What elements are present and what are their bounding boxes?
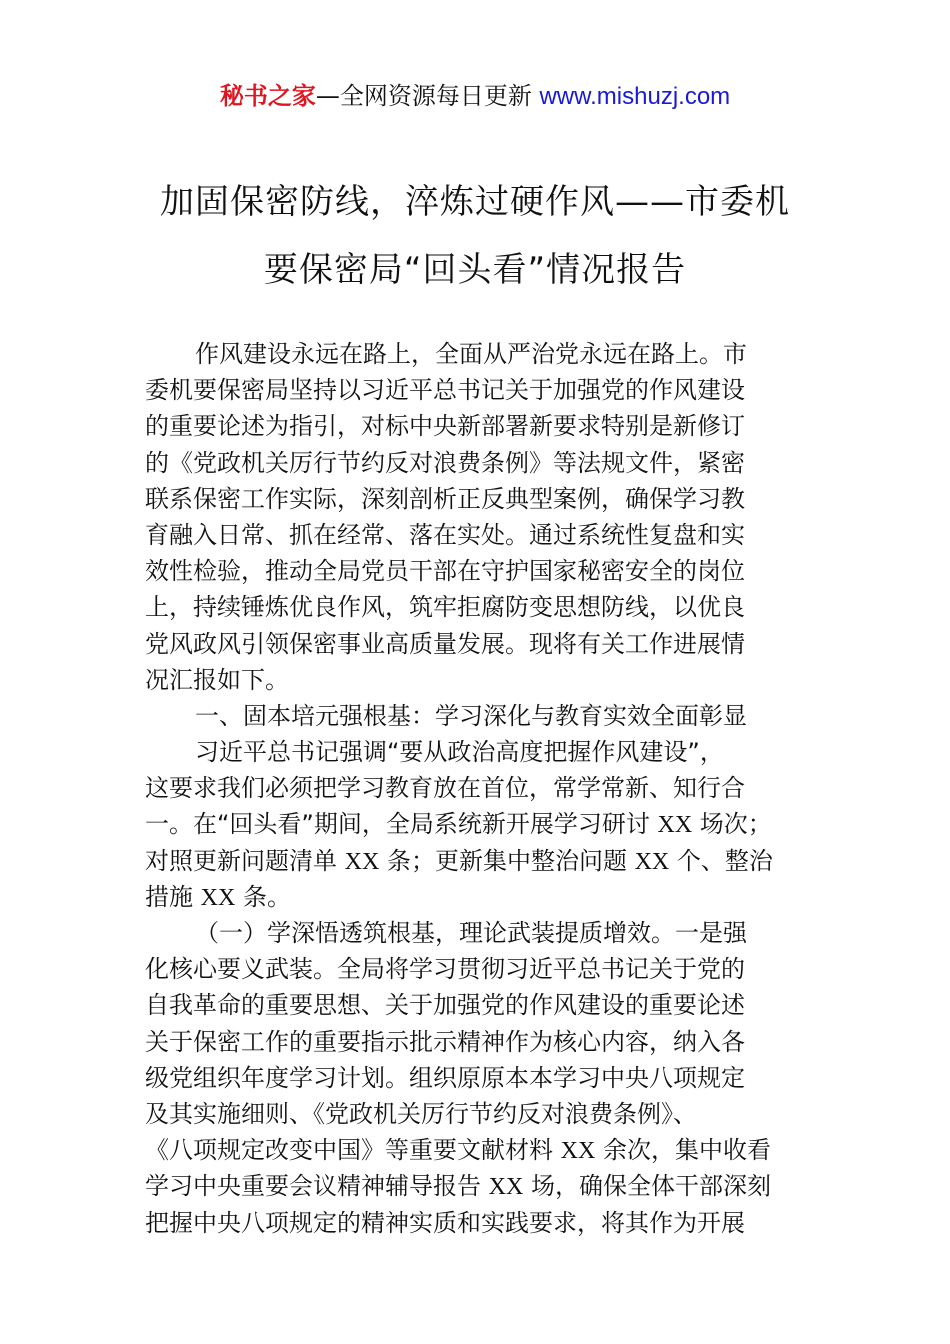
body-line: 的重要论述为指引，对标中央新部署新要求特别是新修订: [145, 412, 745, 441]
placeholder-count: XX: [560, 1138, 596, 1165]
text-segment: 条；更新集中整治问题: [379, 846, 635, 875]
placeholder-count: XX: [657, 812, 693, 839]
body-line: 关于保密工作的重要指示批示精神作为核心内容，纳入各: [145, 1027, 745, 1056]
text-segment: 措施: [145, 882, 201, 911]
text-segment: 场次；: [692, 810, 772, 839]
body-line: 况汇报如下。: [145, 665, 289, 694]
body-line: [145, 1168, 813, 1204]
placeholder-count: XX: [200, 884, 236, 911]
text-segment: 学习中央重要会议精神辅导报告: [145, 1172, 489, 1201]
body-line: 育融入日常、抓在经常、落在实处。通过系统性复盘和实: [145, 520, 745, 549]
body-line: 这要求我们必须把学习教育放在首位，常学常新、知行合: [145, 774, 745, 803]
banner-tagline: —全网资源每日更新: [315, 82, 540, 110]
body-line: [145, 1132, 813, 1168]
body-line: 党风政风引领保密事业高质量发展。现将有关工作进展情: [145, 629, 745, 658]
document-body: [145, 336, 813, 1241]
body-line: 级党组织年度学习计划。组织原原本本学习中央八项规定: [145, 1063, 745, 1092]
text-segment: 《八项规定改变中国》等重要文献材料: [145, 1136, 561, 1165]
body-line: 把握中央八项规定的精神实质和实践要求，将其作为开展: [145, 1208, 745, 1237]
placeholder-count: XX: [488, 1174, 524, 1201]
site-url-link[interactable]: www.mishuzj.com: [539, 83, 731, 110]
body-line: [145, 806, 813, 842]
placeholder-count: XX: [634, 848, 670, 875]
body-line: 化核心要义武装。全局将学习贯彻习近平总书记关于党的: [145, 955, 745, 984]
brand-name: 秘书之家: [219, 82, 316, 110]
section-heading: 一、固本培元强根基：学习深化与教育实效全面彰显: [195, 701, 747, 730]
body-line: 的《党政机关厉行节约反对浪费条例》等法规文件，紧密: [145, 448, 745, 477]
body-line: [145, 879, 813, 915]
text-segment: 对照更新问题清单: [145, 846, 345, 875]
body-line: 作风建设永远在路上，全面从严治党永远在路上。市: [195, 340, 747, 368]
text-segment: 条。: [235, 882, 291, 911]
body-line: [145, 843, 813, 879]
body-line: 自我革命的重要思想、关于加强党的作风建设的重要论述: [145, 991, 745, 1020]
text-segment: 余次，集中收看: [595, 1136, 771, 1165]
text-segment: 个、整治: [669, 846, 773, 875]
title-line-2: 要保密局“回头看”情况报告: [263, 250, 687, 290]
body-line: 及其实施细则、《党政机关厉行节约反对浪费条例》、: [145, 1099, 697, 1128]
body-line: 上，持续锤炼优良作风，筑牢拒腐防变思想防线，以优良: [145, 593, 745, 622]
text-segment: 场，确保全体干部深刻: [523, 1172, 771, 1201]
body-line: 效性检验，推动全局党员干部在守护国家秘密安全的岗位: [145, 557, 745, 586]
subsection-heading: （一）学深悟透筑根基，理论武装提质增效。一是强: [195, 919, 747, 947]
document-title: [100, 168, 850, 304]
body-line: 联系保密工作实际，深刻剖析正反典型案例，确保学习教: [145, 484, 745, 513]
title-line-1: 加固保密防线，淬炼过硬作风——市委机: [160, 182, 790, 222]
site-banner: [0, 80, 950, 113]
body-line: 习近平总书记强调“要从政治高度把握作风建设”，: [195, 738, 724, 767]
body-line: 委机要保密局坚持以习近平总书记关于加强党的作风建设: [145, 376, 745, 405]
text-segment: 一。在“回头看”期间，全局系统新开展学习研讨: [145, 810, 658, 839]
placeholder-count: XX: [344, 848, 380, 875]
